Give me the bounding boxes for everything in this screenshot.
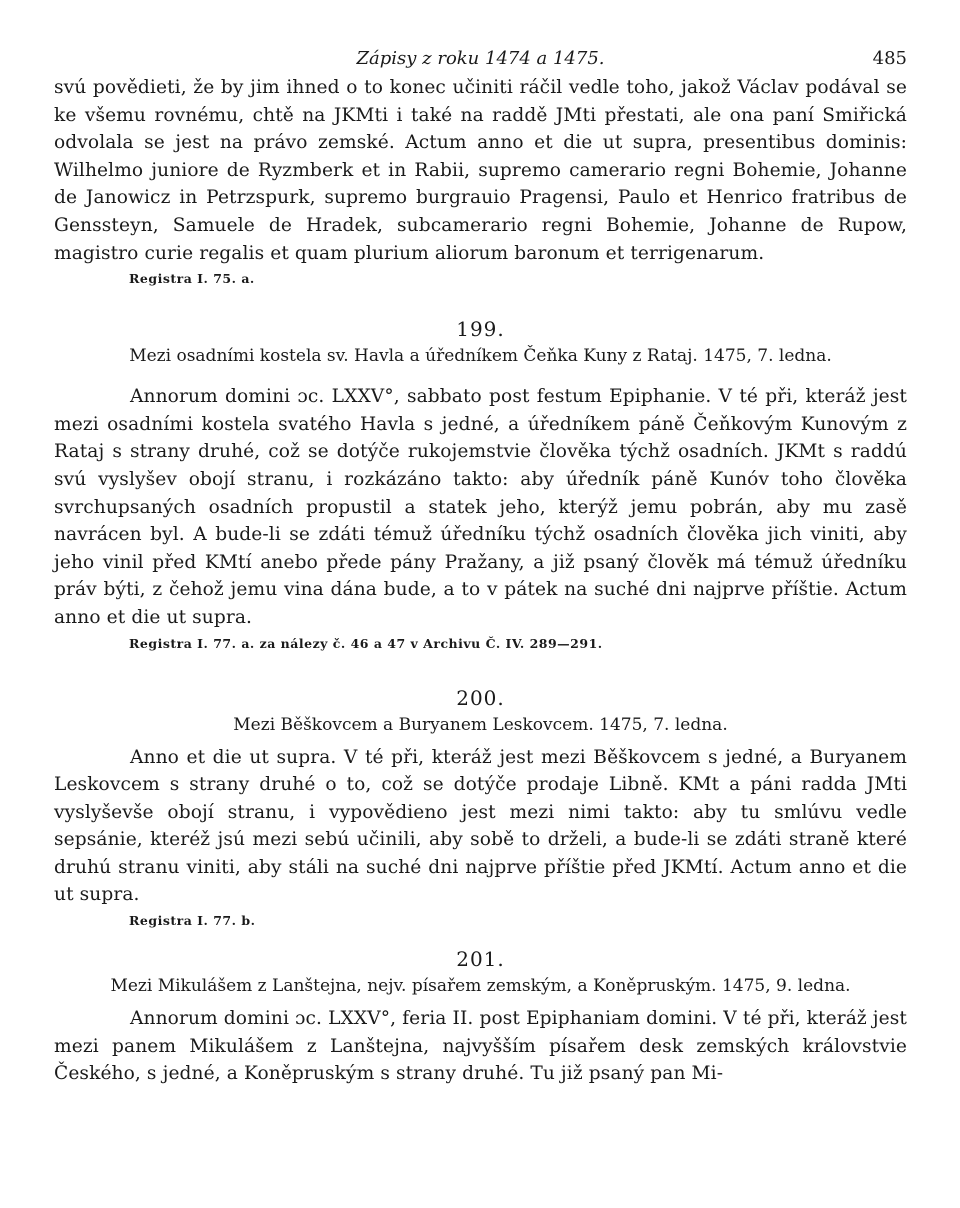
opening-reference: Registra I. 75. a.	[129, 271, 255, 287]
entry-199	[54, 315, 907, 653]
entry-201	[54, 945, 907, 1088]
entry-200	[54, 684, 907, 932]
document-page	[54, 44, 907, 1088]
entry-text: Anno et die ut supra. V té při, kteráž jest mezi Běškovcem s jedné, a Buryanem Leskovcem s strany druhé o to, což se dotýče prodaje Libně. KMt a páni radda JMti vyslyševše obojí stranu, i vypovědieno jest mezi nimi takto: aby tu smlúvu vedle sepsánie, kteréž jsú mezi sebú učinili, aby sobě to drželi, a bude-li se zdáti straně které druhú stranu viniti, aby stáli na suché dni najprve příštie před JKMtí. Actum anno et die ut supra.	[54, 746, 907, 906]
entry-text: Annorum domini ɔc. LXXV°, feria II. post Epiphaniam domini. V té při, kteráž jest mezi panem Mikulášem z Lanštejna, najvyšším písařem desk zemských královstvie Českého, s jedné, a Koněpruským s strany druhé. Tu již psaný pan Mi-	[54, 1008, 907, 1085]
entry-heading: Mezi Mikulášem z Lanštejna, nejv. písařem zemským, a Koněpruským. 1475, 9. ledna.	[110, 976, 851, 997]
running-head	[54, 44, 907, 74]
running-head-title: Zápisy z roku 1474 a 1475.	[356, 48, 605, 69]
page-number: 485	[872, 48, 907, 69]
opening-paragraph: svú povědieti, že by jim ihned o to konec učiniti ráčil vedle toho, jakož Václav podával se ke všemu rovnému, chtě na JKMti i také na raddě JMti přestati, ale ona paní Smiřická odvolala se jest na právo zemské. Actum anno et die ut supra, presentibus dominis: Wilhelmo juniore de Ryzmberk et in Rabii, supremo camerario regni Bohemie, Johanne de Janowicz in Petrzspurk, supremo burgrauio Pragensi, Paulo et Henrico fratribus de Genssteyn, Samuele de Hradek, subcamerario regni Bohemie, Johanne de Rupow, magistro curie regalis et quam plurium aliorum baronum et terrigenarum.	[54, 77, 907, 264]
entry-number: 200.	[456, 685, 505, 710]
entry-number: 199.	[456, 317, 505, 342]
entry-heading: Mezi Běškovcem a Buryanem Leskovcem. 1475, 7. ledna.	[233, 714, 728, 735]
entry-text: Annorum domini ɔc. LXXV°, sabbato post festum Epiphanie. V té při, kteráž jest mezi osadními kostela svatého Havla s jedné, a úředníkem páně Čeňkovým Kunovým z Rataj s strany druhé, což se dotýče rukojemstvie člověka týchž osadních. JKMt s raddú svú vyslyšev obojí stranu, i rozkázáno takto: aby úředník páně Kunóv toho člověka svrchupsaných osadních propustil a statek jeho, kterýž jemu pobrán, aby mu zasě navrácen byl. A bude-li se zdáti témuž úředníku týchž osadních člověka jich viniti, aby jeho vinil před KMtí anebo přede pány Pražany, a již psaný člověk má témuž úředníku práv býti, z čehož jemu vina dána bude, a to v pátek na suché dni najprve příštie. Actum anno et die ut supra.	[54, 386, 907, 628]
entry-number: 201.	[456, 947, 505, 972]
entry-heading: Mezi osadními kostela sv. Havla a úředníkem Čeňka Kuny z Rataj. 1475, 7. ledna.	[129, 346, 832, 367]
entry-reference: Registra I. 77. b.	[129, 913, 256, 929]
entry-reference: Registra I. 77. a. za nálezy č. 46 a 47 v Archivu Č. IV. 289—291.	[129, 635, 603, 651]
